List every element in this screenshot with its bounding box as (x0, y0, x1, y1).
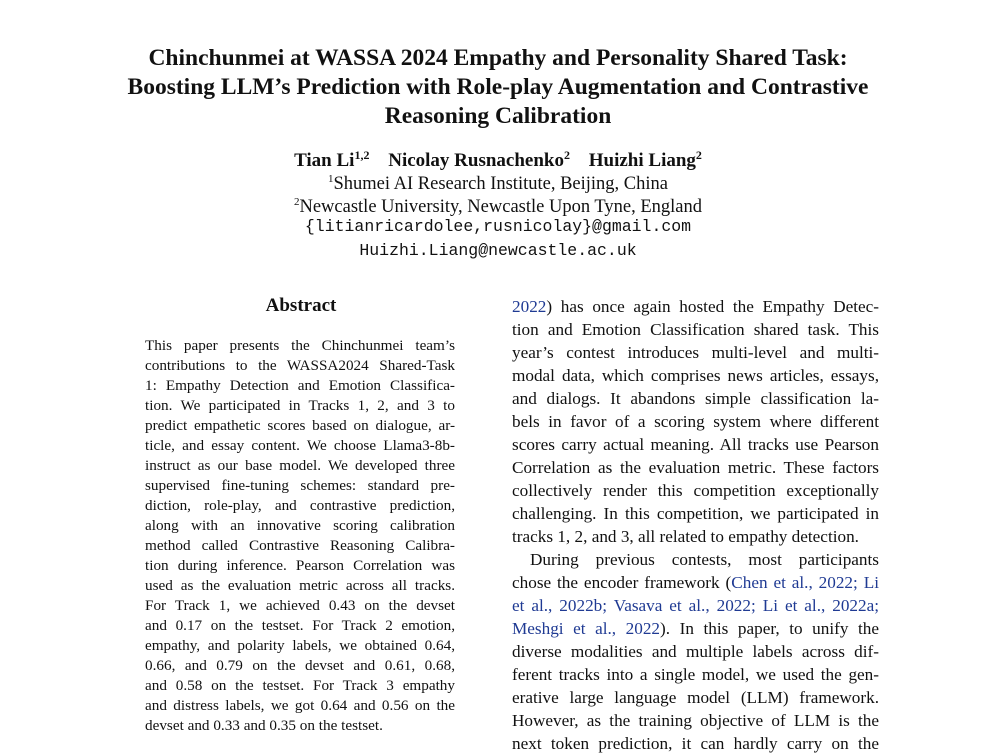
abstract-line: and distress labels, we got 0.64 and 0.56 on the (145, 697, 455, 714)
citation-separator: ; (750, 596, 763, 615)
author-affiliation-mark: 2 (695, 148, 702, 162)
abstract-line: instruct as our base model. We developed three (145, 457, 455, 474)
abstract-line: tion during inference. Pearson Correlation was (145, 557, 455, 574)
abstract-line: along with an innovative scoring calibration (145, 517, 455, 534)
title-line: Chinchunmei at WASSA 2024 Empathy and Personality Shared Task: (148, 45, 848, 71)
email: Huizhi.Liang@newcastle.ac.uk (359, 241, 637, 260)
citation-link[interactable]: et al., 2022b (512, 596, 603, 615)
body-text: chose the encoder framework ( (512, 573, 732, 592)
body-line: erative large language model (LLM) framework. (512, 688, 879, 707)
body-line: tion and Emotion Classification shared task. This (512, 320, 879, 339)
citation-link[interactable]: Vasava et al., 2022 (613, 596, 751, 615)
author-name: Huizhi Liang (588, 150, 696, 171)
body-line: scores carry actual meaning. All tracks use Pearson (512, 435, 879, 454)
abstract-line: 0.66, and 0.79 on the devset and 0.61, 0.68, (145, 657, 455, 674)
body-line: modal data, which comprises news articles, essays, (512, 366, 879, 385)
body-line (512, 594, 879, 617)
body-text: ) has once again hosted the Empathy Detec- (546, 297, 879, 316)
affiliation-text: Shumei AI Research Institute, Beijing, China (333, 174, 668, 194)
body-line: year’s contest introduces multi-level and multi- (512, 343, 879, 362)
body-line (512, 617, 879, 640)
body-line: diverse modalities and multiple labels across dif- (512, 642, 879, 661)
citation-link[interactable]: Li et al., 2022a (762, 596, 875, 615)
abstract-line: This paper presents the Chinchunmei team’s (145, 337, 455, 354)
body-line (512, 295, 879, 318)
body-line (512, 571, 879, 594)
affiliation-text: Newcastle University, Newcastle Upon Tyne, England (299, 197, 702, 217)
citation-separator: ; (602, 596, 614, 615)
abstract-line: and 0.58 on the testset. For Track 3 empathy (145, 677, 455, 694)
body-line: and dialogs. It abandons simple classification la- (512, 389, 879, 408)
citation-link[interactable]: 2022 (512, 297, 547, 316)
body-line: collectively render this competition exceptionally (512, 481, 879, 500)
citation-link[interactable]: Meshgi et al., 2022 (512, 619, 661, 638)
body-line: challenging. In this competition, we participated in (512, 504, 879, 523)
body-line: bels in favor of a scoring system where different (512, 412, 879, 431)
abstract-line: predict empathetic scores based on dialogue, ar- (145, 417, 455, 434)
abstract-line: devset and 0.33 and 0.35 on the testset. (145, 717, 383, 734)
body-line: During previous contests, most participants (530, 550, 879, 569)
abstract-line: ticle, and essay content. We choose Llama3-8b- (145, 437, 455, 454)
author-name: Nicolay Rusnachenko (388, 150, 564, 171)
abstract-line: and 0.17 on the testset. For Track 2 emotion, (145, 617, 455, 634)
abstract-line: tion. We participated in Tracks 1, 2, and 3 to (145, 397, 455, 414)
abstract-line: contributions to the WASSA2024 Shared-Task (145, 357, 455, 374)
title-line: Boosting LLM’s Prediction with Role-play Augmentation and Contrastive (127, 74, 869, 100)
body-line: next token prediction, it can hardly carry on the (512, 734, 879, 753)
title-line: Reasoning Calibration (384, 103, 612, 129)
body-text: ). In this paper, to unify the (660, 619, 879, 638)
author-affiliation-mark: 1,2 (354, 148, 370, 162)
abstract-line: diction, role-play, and contrastive prediction, (145, 497, 455, 514)
citation-separator: ; (874, 596, 880, 615)
abstract-line: used as the evaluation metric across all tracks. (145, 577, 455, 594)
body-line: Correlation as the evaluation metric. These factors (512, 458, 879, 477)
citation-separator: ; (853, 573, 864, 592)
email: {litianricardolee,rusnicolay}@gmail.com (304, 217, 692, 236)
paper-title (60, 44, 936, 131)
citation-link[interactable]: Chen et al., 2022 (731, 573, 854, 592)
abstract-line: empathy, and polarity labels, we obtained 0.64, (145, 637, 455, 654)
body-line: However, as the training objective of LLM is the (512, 711, 879, 730)
abstract-line: supervised fine-tuning schemes: standard pre- (145, 477, 455, 494)
abstract-line: For Track 1, we achieved 0.43 on the devset (145, 597, 455, 614)
abstract-line: method called Contrastive Reasoning Calibra- (145, 537, 455, 554)
body-line: ferent tracks into a single model, we used the gen- (512, 665, 879, 684)
author-affiliation-mark: 2 (564, 148, 570, 162)
citation-link[interactable]: Li (863, 573, 879, 592)
affiliation-mark: 2 (293, 196, 300, 208)
abstract-heading: Abstract (265, 295, 337, 316)
affiliation-mark: 1 (328, 173, 334, 185)
abstract-line: 1: Empathy Detection and Emotion Classifica- (145, 377, 455, 394)
body-line: tracks 1, 2, and 3, all related to empathy detection. (512, 527, 859, 546)
author-name: Tian Li (294, 150, 355, 171)
